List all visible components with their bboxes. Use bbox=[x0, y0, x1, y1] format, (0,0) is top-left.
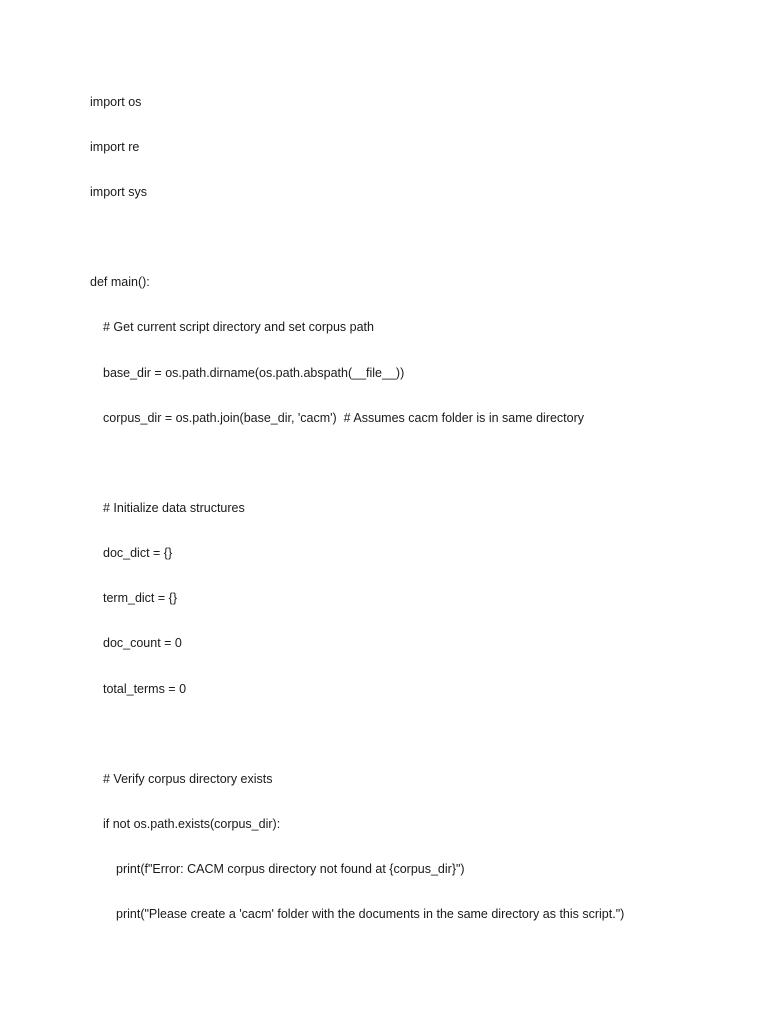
code-line-import-re: import re bbox=[90, 140, 140, 154]
code-line-base-dir: base_dir = os.path.dirname(os.path.abspath(__file__)) bbox=[103, 366, 405, 380]
code-line-import-sys: import sys bbox=[90, 185, 147, 199]
code-line-term-dict: term_dict = {} bbox=[103, 591, 177, 605]
code-line-print-instructions: print("Please create a 'cacm' folder with the documents in the same directory as this script.") bbox=[116, 907, 625, 921]
code-line-doc-dict: doc_dict = {} bbox=[103, 546, 173, 560]
code-line-comment-script-dir: # Get current script directory and set corpus path bbox=[103, 320, 374, 334]
code-line-import-os: import os bbox=[90, 95, 142, 109]
code-line-comment-verify: # Verify corpus directory exists bbox=[103, 772, 273, 786]
code-line-corpus-dir: corpus_dir = os.path.join(base_dir, 'cacm') # Assumes cacm folder is in same directory bbox=[103, 411, 585, 425]
code-line-total-terms: total_terms = 0 bbox=[103, 682, 187, 696]
code-line-print-error: print(f"Error: CACM corpus directory not found at {corpus_dir}") bbox=[116, 862, 465, 876]
code-line-comment-init: # Initialize data structures bbox=[103, 501, 245, 515]
code-line-doc-count: doc_count = 0 bbox=[103, 636, 182, 650]
code-line-def-main: def main(): bbox=[90, 275, 150, 289]
code-line-if-not-exists: if not os.path.exists(corpus_dir): bbox=[103, 817, 281, 831]
